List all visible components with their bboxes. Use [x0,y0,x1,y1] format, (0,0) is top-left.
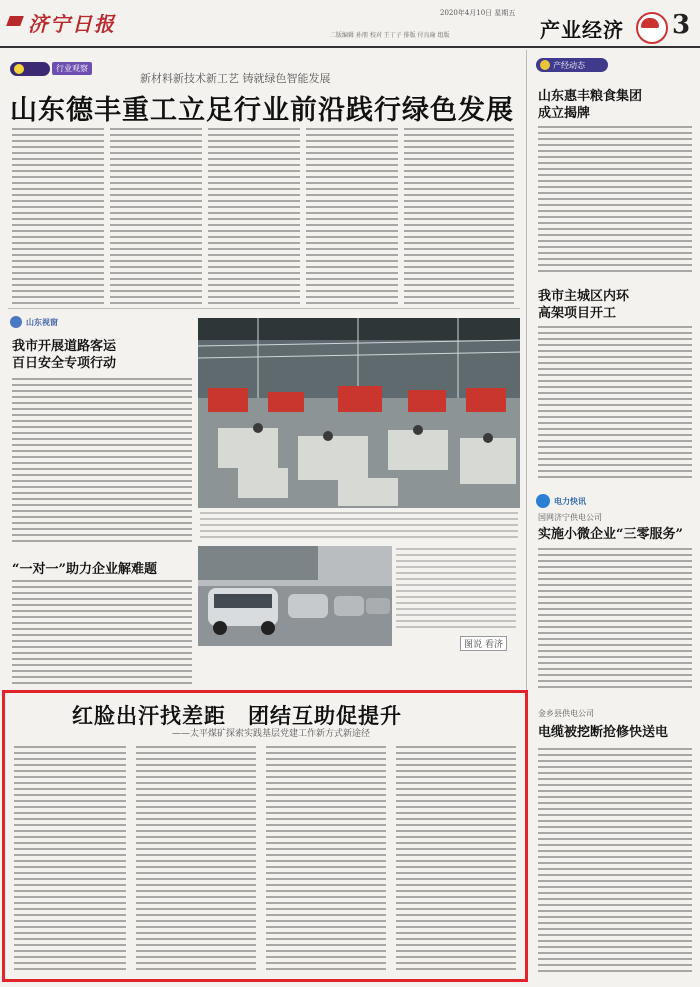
feature-headline: 红脸出汗找差距 团结互助促提升 [72,703,402,728]
lead-text-col3 [208,128,300,304]
right-badge2: 电力快讯 [554,497,586,506]
right-story1-headline: 山东惠丰粮食集团 成立揭牌 [538,89,643,121]
right-story4-text [538,748,692,976]
photo-credit: 图说 看济 [460,636,507,651]
right-story4-headline: 电缆被挖断抢修快送电 [538,725,669,740]
feature-text-col3 [266,746,386,974]
lead-text-col1 [12,128,104,304]
left-badge: 山东视窗 [26,318,58,327]
globe-icon [10,316,22,328]
feature-text-col1 [14,746,126,974]
feature-text-col4 [396,746,516,974]
factory-photo [198,318,520,508]
emblem-icon [636,12,668,44]
right-story4-kicker: 金乡县供电公司 [538,709,594,718]
left-story2-headline: “一对一”助力企业解难题 [12,562,157,577]
right-story3-kicker: 国网济宁供电公司 [538,513,602,522]
lead-text-col5 [404,128,514,304]
lead-badge: 行业观察 [52,62,92,75]
bolt-icon [536,494,550,508]
editor-credits: 二版编辑 孙朋 校对 王丁子 排版 付良瑜 组版 [330,32,450,39]
camera-icon [14,64,24,74]
coin-icon [540,60,550,70]
newspaper-logo: 济宁日报 [28,12,116,36]
lead-text-col2 [110,128,202,304]
right-story3-headline: 实施小微企业“三零服务” [538,527,683,542]
right-story3-text [538,548,692,688]
lead-headline: 山东德丰重工立足行业前沿践行绿色发展 [10,95,514,126]
cars-photo [198,546,392,646]
right-story2-headline: 我市主城区内环 高架项目开工 [538,289,630,321]
feature-subtitle: ——太平煤矿探索实践基层党建工作新方式新途径 [172,729,371,739]
page-number: 3 [672,10,691,40]
feature-text-col2 [136,746,256,974]
right-badge1: 产经动态 [553,61,585,70]
right-story1-text [538,126,692,276]
left-story1-text [12,378,192,546]
left-story2-text [12,580,192,684]
lead-text-col4 [306,128,398,304]
photo1-caption [200,512,518,542]
lead-kicker: 新材料新技术新工艺 铸就绿色智能发展 [140,72,331,85]
section-title: 产业经济 [540,18,624,42]
left-story1-headline: 我市开展道路客运 百日安全专项行动 [12,339,117,371]
emblem-inner-icon [641,18,659,28]
photo2-caption [396,548,516,632]
section-divider [8,308,520,309]
issue-date: 2020年4月10日 星期五 [440,9,516,17]
right-story2-text [538,326,692,478]
